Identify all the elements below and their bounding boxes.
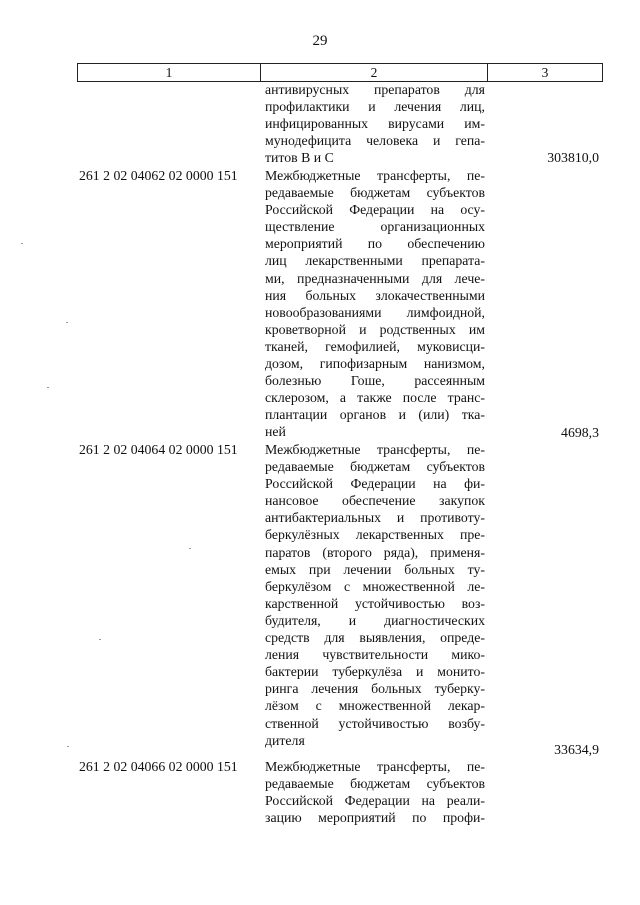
description-line: ринга лечения больных туберку- [265,681,485,697]
description-line: болезнью Гоше, рассеянным [265,373,485,389]
description-line: склерозом, а также после транс- [265,390,485,406]
scan-speck [21,243,23,244]
description-line: беркулёзных лекарственных пре- [265,527,485,543]
description-line: новообразованиями лимфоидной, [265,304,485,320]
table-header-col-2: 2 [261,64,488,81]
description-line: лиц лекарственными препарата- [265,253,485,269]
description-line: кроветворной и родственных им [265,321,485,337]
description-line: антивирусных препаратов для [265,82,485,97]
description-line: Межбюджетные трансферты, пе- [265,168,485,183]
description-line: ственной устойчивостью возбу- [265,715,485,731]
description-line: будителя, и диагностических [265,612,485,628]
description-line: ления чувствительности мико- [265,647,485,663]
description-line: зацию мероприятий по профи- [265,810,485,826]
budget-code: 261 2 02 04064 02 0000 151 [79,442,238,457]
row-description [265,441,485,749]
description-line: Российской Федерации на фи- [265,476,485,492]
description-line: ней [265,424,286,440]
scan-speck [47,387,49,388]
description-line: лёзом с множественной лекар- [265,698,485,714]
description-line: дителя [265,732,305,748]
description-line: инфицированных вирусами им- [265,116,485,132]
description-line: профилактики и лечения лиц, [265,99,485,115]
row-description [265,167,485,441]
row-amount: 33634,9 [554,742,599,757]
description-line: бактерии туберкулёза и монито- [265,664,485,680]
description-line: Российской Федерации на реали- [265,793,485,809]
description-line: паратов (второго ряда), применя- [265,544,485,560]
table-header-col-1: 1 [78,64,261,81]
description-line: мероприятий по обеспечению [265,236,485,252]
description-line: тканей, гемофилией, муковисци- [265,338,485,354]
description-line: титов В и С [265,150,334,166]
scan-speck [67,746,69,747]
page-number: 29 [312,33,328,49]
description-line: редаваемые бюджетам субъектов [265,776,485,792]
description-line: Межбюджетные трансферты, пе- [265,442,485,457]
scan-speck [99,639,101,640]
description-line: нансовое обеспечение закупок [265,493,485,509]
row-description [265,758,485,826]
continuation-amount: 303810,0 [547,150,599,165]
description-line: ния больных злокачественными [265,287,485,303]
description-line: редаваемые бюджетам субъектов [265,459,485,475]
description-line: мунодефицита человека и гепа- [265,133,485,149]
description-line: средств для выявления, опреде- [265,630,485,646]
row-amount: 4698,3 [561,425,599,440]
budget-code: 261 2 02 04062 02 0000 151 [79,168,238,183]
description-line: беркулёзом с множественной ле- [265,578,485,594]
table-header-row [77,63,603,82]
description-line: ществление организационных [265,219,485,235]
description-line: антибактериальных и противоту- [265,510,485,526]
description-line: Межбюджетные трансферты, пе- [265,759,485,774]
description-line: Российской Федерации на осу- [265,202,485,218]
table-header-col-3: 3 [541,65,549,80]
description-line: редаваемые бюджетам субъектов [265,185,485,201]
budget-code: 261 2 02 04066 02 0000 151 [79,759,238,774]
description-line: ми, предназначенными для лече- [265,270,485,286]
description-line: емых при лечении больных ту- [265,561,485,577]
scan-speck [66,322,68,323]
continuation-description [265,81,485,166]
description-line: плантации органов и (или) тка- [265,407,485,423]
description-line: карственной устойчивостью воз- [265,595,485,611]
scan-speck [189,548,191,549]
description-line: дозом, гипофизарным нанизмом, [265,356,485,372]
